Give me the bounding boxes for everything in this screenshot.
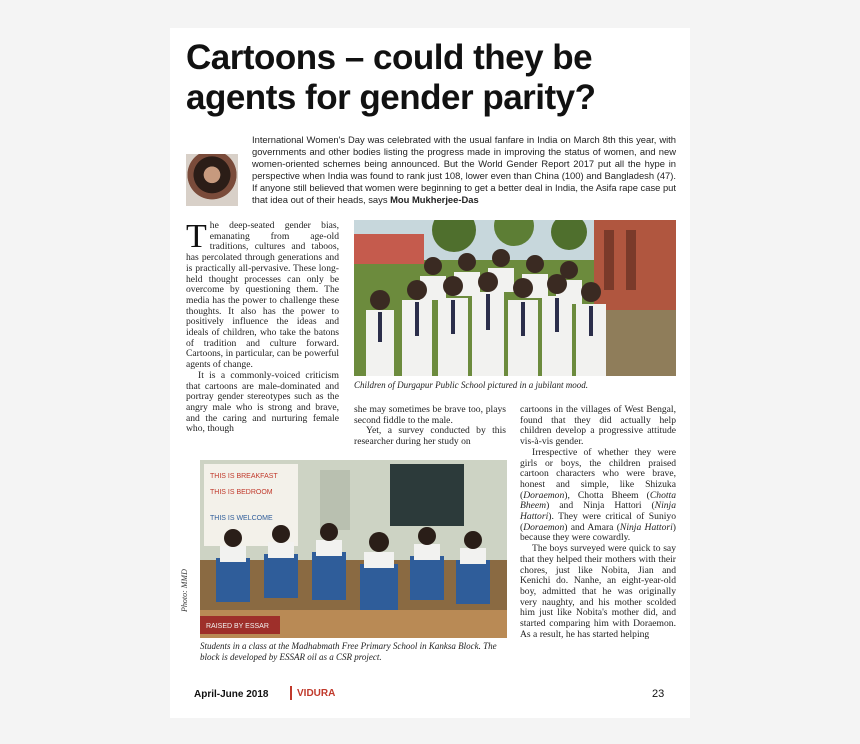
children-photo-illustration xyxy=(354,220,676,376)
column-2-paragraph-2: Yet, a survey conducted by this researcher during her study on xyxy=(354,425,506,448)
photo-children-durgapur xyxy=(354,220,676,376)
article-title xyxy=(186,38,666,118)
board-text-3: THIS IS WELCOME xyxy=(210,515,273,522)
title-line-2: agents for gender parity? xyxy=(186,78,596,117)
intro-text: International Women's Day was celebrated with the usual fanfare in India on March 8th this year, with governments and other bodies listing the progress made in improving the status of women, and new women-oriented schemes being announced. But the World Gender Report 2017 put all the hype in perspective when India was found to rank just 108, lower even than China (100) and Bangladesh (47). If anyone still believed that women were beginning to get a better deal in India, the Asifa rape case put that idea out of their heads, says xyxy=(252,134,676,205)
title-line-1: Cartoons – could they be xyxy=(186,38,593,77)
column-1-paragraph-2: It is a commonly-voiced criticism that cartoons are male-dominated and portray gender stereotypes such as the angry male who is strong and brave, and the caring and nurturing female who, though xyxy=(186,369,339,435)
desk-text: RAISED BY ESSAR xyxy=(206,623,269,630)
author-photo xyxy=(186,154,238,206)
classroom-photo-illustration xyxy=(200,460,507,638)
column-1 xyxy=(186,218,339,435)
photo-classroom-madhabmath xyxy=(200,460,507,638)
board-text-2: THIS IS BEDROOM xyxy=(210,489,273,496)
publication-name: VIDURA xyxy=(297,688,336,699)
board-text-1: THIS IS BREAKFAST xyxy=(210,473,278,480)
footer-divider xyxy=(290,686,292,700)
column-3-paragraph-3: The boys surveyed were quick to say that they helped their mothers with their chores, just like Nobita, Jian and Kenichi do. Nanhe, an eight-year-old boy, admitted that he was originally very naughty, and his mother scolded him just like Nobita's mother did, and started comparing him with Doraemon. As a result, he has started helping xyxy=(520,543,676,640)
column-2-paragraph-1: she may sometimes be brave too, plays second fiddle to the male. xyxy=(354,404,506,426)
column-1-paragraph-1: The deep-seated gender bias, emanating from age-old traditions, cultures and taboos, has percolated through generations and is practically all-pervasive. These long-held thought processes can only be overcome by questioning them. The media has the power to challenge these thoughts. It also has the power to positively influence the ideas and ideals of children, who take the batons of tradition and culture forward. Cartoons, in particular, can be powerful agents of change. xyxy=(186,218,339,371)
author-name: Mou Mukherjee-Das xyxy=(390,194,479,205)
bottom-photo-caption: Students in a class at the Madhabmath Free Primary School in Kanksa Block. The block is developed by ESSAR oil as a CSR project. xyxy=(200,641,497,662)
column-3-paragraph-2: Irrespective of whether they were girls or boys, the children praised cartoon characters who were brave, honest and simple, like Shizuka (Doraemon), Chotta Bheem (Chotta Bheem) and Ninja Hattori (Ninja Hattori). They were critical of Suniyo (Doraemon) and Amara (Ninja Hattori) because they were cowardly. xyxy=(520,446,676,544)
photo-credit: Photo: MMD xyxy=(180,569,189,612)
drop-cap: T xyxy=(186,218,207,255)
issue-date: April-June 2018 xyxy=(194,689,269,700)
column-2 xyxy=(354,405,506,448)
column-3-paragraph-1: cartoons in the villages of West Bengal, found that they did actually help children develop a progressive attitude vis-à-vis gender. xyxy=(520,404,676,448)
page-number: 23 xyxy=(652,688,665,700)
top-photo-caption: Children of Durgapur Public School pictured in a jubilant mood. xyxy=(354,380,588,390)
column-3 xyxy=(520,405,676,640)
article-intro xyxy=(252,134,676,206)
